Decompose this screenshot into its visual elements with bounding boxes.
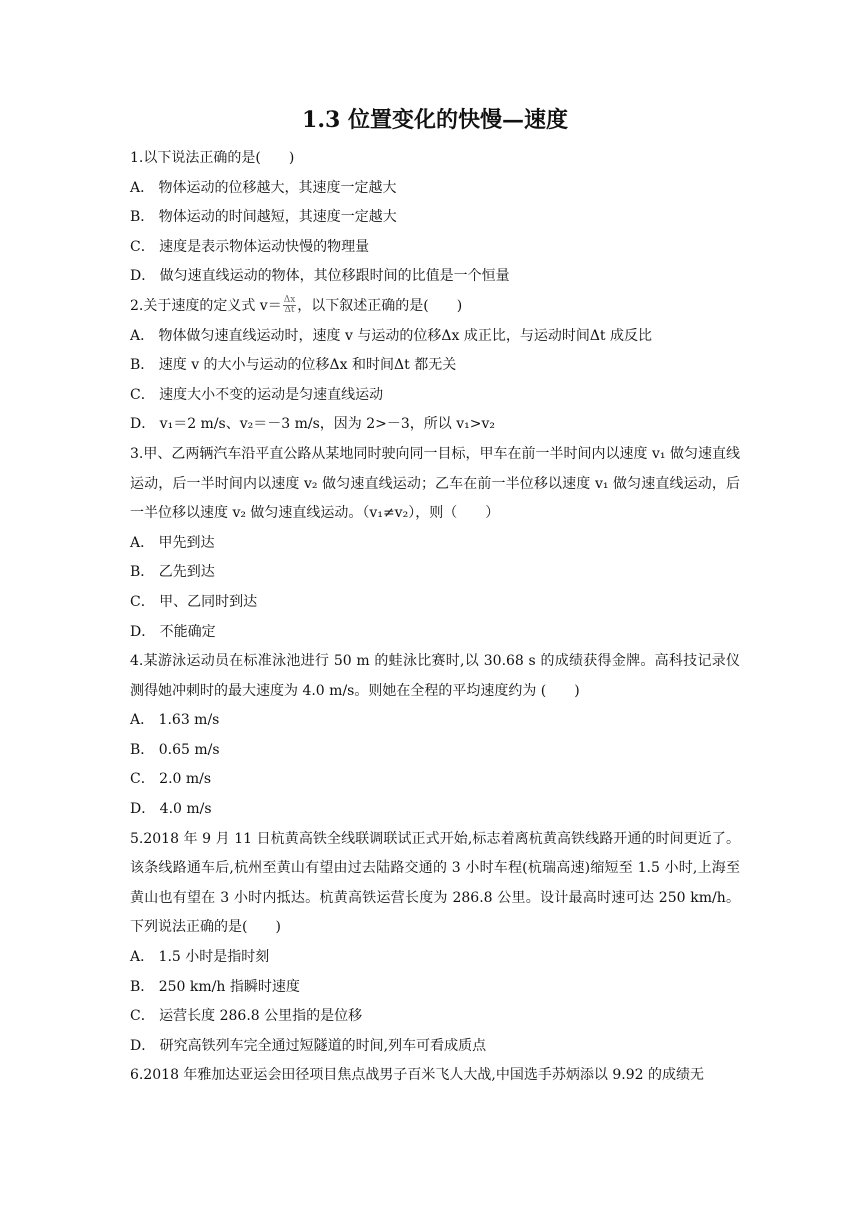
question-2-option-d: D． v₁＝2 m/s、v₂＝－3 m/s，因为 2>－3，所以 v₁>v₂	[130, 416, 496, 433]
question-4-option-d: D． 4.0 m/s	[130, 801, 212, 818]
question-2-stem	[130, 292, 740, 322]
question-4-stem: 4.某游泳运动员在标准泳池进行 50 m 的蛙泳比赛时,以 30.68 s 的成绩获得金牌。高科技记录仪测得她冲刺时的最大速度为 4.0 m/s。则她在全程的平均速度约为 ( )	[130, 653, 740, 699]
document-page	[130, 100, 740, 1091]
question-5-option-a: A． 1.5 小时是指时刻	[130, 949, 270, 966]
question-2-stem-end: ，以下叙述正确的是( )	[297, 297, 463, 314]
fraction-denominator: Δt	[284, 305, 295, 316]
question-2-option-b: B． 速度 v 的大小与运动的位移Δx 和时间Δt 都无关	[130, 357, 457, 374]
question-5-option-b: B． 250 km/h 指瞬时速度	[130, 978, 300, 995]
question-3-option-a: A． 甲先到达	[130, 534, 215, 551]
question-2	[130, 292, 740, 440]
question-6	[130, 1061, 740, 1091]
question-3-option-d: D． 不能确定	[130, 623, 216, 640]
velocity-definition-fraction	[283, 296, 297, 315]
question-2-stem-start: 2.关于速度的定义式 v＝	[130, 297, 282, 314]
question-1-option-a: A． 物体运动的位移越大，其速度一定越大	[130, 179, 397, 196]
question-6-stem: 6.2018 年雅加达亚运会田径项目焦点战男子百米飞人大战,中国选手苏炳添以 9.92 的成绩无	[130, 1067, 704, 1084]
question-5	[130, 825, 740, 1062]
question-1-stem: 1.以下说法正确的是( )	[130, 150, 295, 166]
question-5-option-c: C． 运营长度 286.8 公里指的是位移	[130, 1008, 363, 1025]
question-1-option-b: B． 物体运动的时间越短，其速度一定越大	[130, 209, 397, 226]
question-4-option-c: C． 2.0 m/s	[130, 771, 212, 788]
question-4-option-a: A． 1.63 m/s	[130, 712, 220, 729]
question-1	[130, 144, 740, 292]
question-3	[130, 440, 740, 647]
question-2-option-a: A． 物体做匀速直线运动时，速度 v 与运动的位移Δx 成正比，与运动时间Δt 成反比	[130, 327, 653, 344]
question-3-stem: 3.甲、乙两辆汽车沿平直公路从某地同时驶向同一目标，甲车在前一半时间内以速度 v₁ 做匀速直线运动，后一半时间内以速度 v₂ 做匀速直线运动；乙车在前一半位移以速度 v₁ 做匀速直线运动，后一半位移以速度 v₂ 做匀速直线运动。（v₁≠v₂），则（ ）	[130, 445, 740, 522]
question-4	[130, 647, 740, 825]
question-5-option-d: D． 研究高铁列车完全通过短隧道的时间,列车可看成质点	[130, 1037, 487, 1054]
question-2-option-c: C． 速度大小不变的运动是匀速直线运动	[130, 386, 384, 403]
page-title: 1.3 位置变化的快慢—速度	[302, 107, 568, 133]
fraction-numerator: Δx	[283, 295, 296, 306]
question-3-option-b: B． 乙先到达	[130, 564, 215, 581]
question-3-option-c: C． 甲、乙同时到达	[130, 593, 258, 610]
question-4-option-b: B． 0.65 m/s	[130, 741, 220, 758]
question-1-option-c: C． 速度是表示物体运动快慢的物理量	[130, 238, 370, 255]
question-5-stem: 5.2018 年 9 月 11 日杭黄高铁全线联调联试正式开始,标志着离杭黄高铁线路开通的时间更近了。该条线路通车后,杭州至黄山有望由过去陆路交通的 3 小时车程(杭瑞高速)缩短至 1.5 小时,上海至黄山也有望在 3 小时内抵达。杭黄高铁运营长度为 286.8 公里。设计最高时速可达 250 km/h。下列说法正确的是( )	[130, 830, 740, 936]
question-1-option-d: D． 做匀速直线运动的物体，其位移跟时间的比值是一个恒量	[130, 268, 510, 285]
